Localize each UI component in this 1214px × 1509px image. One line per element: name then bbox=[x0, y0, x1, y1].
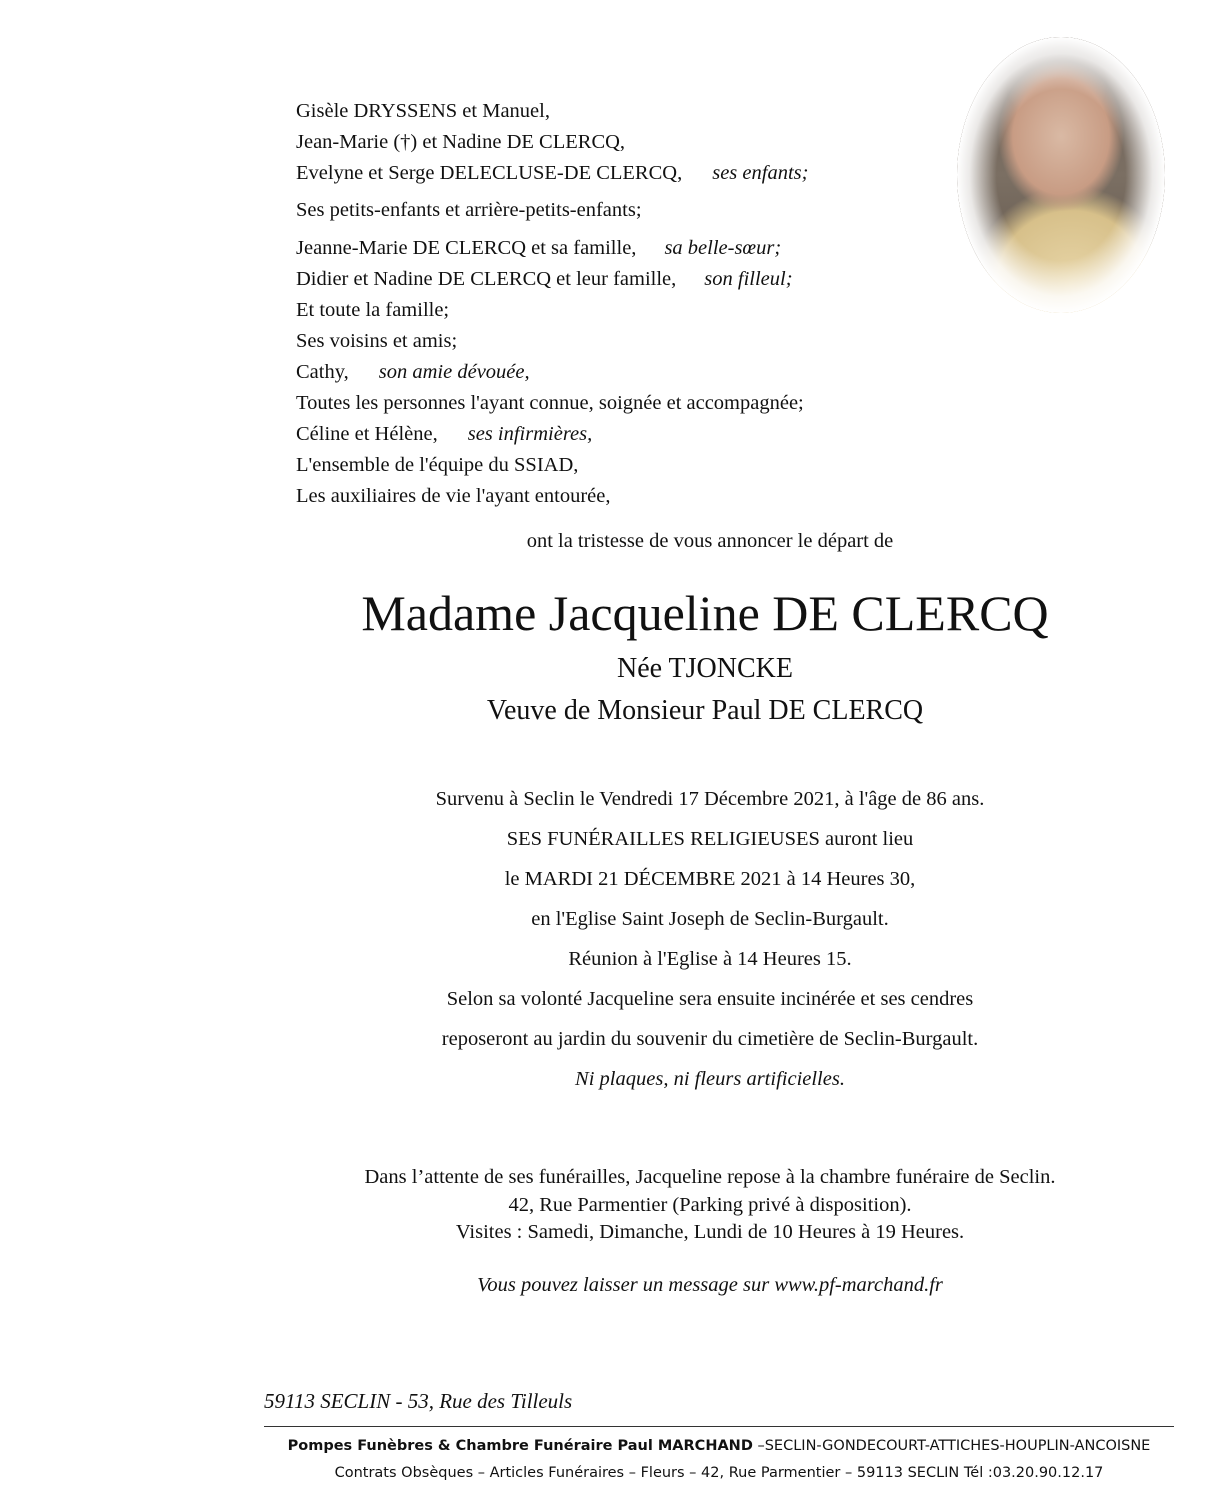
family-line: Toutes les personnes l'ayant connue, soignée et accompagnée; bbox=[296, 392, 804, 414]
family-line: Evelyne et Serge DELECLUSE-DE CLERCQ, ses enfants; bbox=[296, 162, 809, 184]
announcement: ont la tristesse de vous annoncer le départ de bbox=[526, 530, 894, 552]
family-line: Cathy, son amie dévouée, bbox=[296, 361, 530, 383]
portrait-photo bbox=[957, 37, 1165, 313]
family-line: Ses voisins et amis; bbox=[296, 330, 458, 352]
relation-note: ses infirmières, bbox=[467, 423, 593, 445]
family-line: Céline et Hélène, ses infirmières, bbox=[296, 423, 593, 445]
widow-of: Veuve de Monsieur Paul DE CLERCQ bbox=[486, 695, 924, 726]
detail-line: SES FUNÉRAILLES RELIGIEUSES auront lieu bbox=[506, 828, 914, 850]
detail-line: Réunion à l'Eglise à 14 Heures 15. bbox=[568, 948, 852, 970]
relation-note: sa belle-sœur; bbox=[664, 237, 782, 259]
family-line: Les auxiliaires de vie l'ayant entourée, bbox=[296, 485, 611, 507]
family-line: Didier et Nadine DE CLERCQ et leur famille, son filleul; bbox=[296, 268, 793, 290]
family-line: Ses petits-enfants et arrière-petits-enfants; bbox=[296, 199, 642, 221]
detail-line: Selon sa volonté Jacqueline sera ensuite incinérée et ses cendres bbox=[446, 988, 974, 1010]
detail-line: Survenu à Seclin le Vendredi 17 Décembre 2021, à l'âge de 86 ans. bbox=[435, 788, 985, 810]
detail-line: le MARDI 21 DÉCEMBRE 2021 à 14 Heures 30, bbox=[504, 868, 916, 890]
address: 59113 SECLIN - 53, Rue des Tilleuls bbox=[264, 1389, 573, 1413]
relation-note: son amie dévouée, bbox=[378, 361, 530, 383]
footer-divider bbox=[264, 1426, 1174, 1427]
maiden-name: Née TJONCKE bbox=[616, 653, 793, 684]
repose-line: Dans l’attente de ses funérailles, Jacqueline repose à la chambre funéraire de Seclin. bbox=[364, 1166, 1056, 1188]
repose-line: Visites : Samedi, Dimanche, Lundi de 10 Heures à 19 Heures. bbox=[455, 1221, 965, 1243]
family-line: Gisèle DRYSSENS et Manuel, bbox=[296, 100, 550, 122]
footer-company: Pompes Funèbres & Chambre Funéraire Paul MARCHAND –SECLIN-GONDECOURT-ATTICHES-HOUPLIN-ANCOISNE bbox=[287, 1438, 1151, 1454]
repose-line: 42, Rue Parmentier (Parking privé à disposition). bbox=[508, 1194, 912, 1216]
detail-line: en l'Eglise Saint Joseph de Seclin-Burgault. bbox=[531, 908, 889, 930]
relation-note: son filleul; bbox=[704, 268, 793, 290]
family-line: Et toute la famille; bbox=[296, 299, 450, 321]
footer-services: Contrats Obsèques – Articles Funéraires – Fleurs – 42, Rue Parmentier – 59113 SECLIN Tél :03.20.90.12.17 bbox=[334, 1465, 1104, 1481]
detail-line: reposeront au jardin du souvenir du cimetière de Seclin-Burgault. bbox=[441, 1028, 979, 1050]
deceased-name: Madame Jacqueline DE CLERCQ bbox=[361, 585, 1049, 641]
message-link[interactable]: Vous pouvez laisser un message sur www.pf-marchand.fr bbox=[477, 1274, 943, 1296]
family-line: L'ensemble de l'équipe du SSIAD, bbox=[296, 454, 579, 476]
relation-note: ses enfants; bbox=[712, 162, 809, 184]
family-line: Jean-Marie (†) et Nadine DE CLERCQ, bbox=[296, 131, 626, 153]
family-line: Jeanne-Marie DE CLERCQ et sa famille, sa belle-sœur; bbox=[296, 237, 782, 259]
detail-line: Ni plaques, ni fleurs artificielles. bbox=[575, 1068, 845, 1090]
